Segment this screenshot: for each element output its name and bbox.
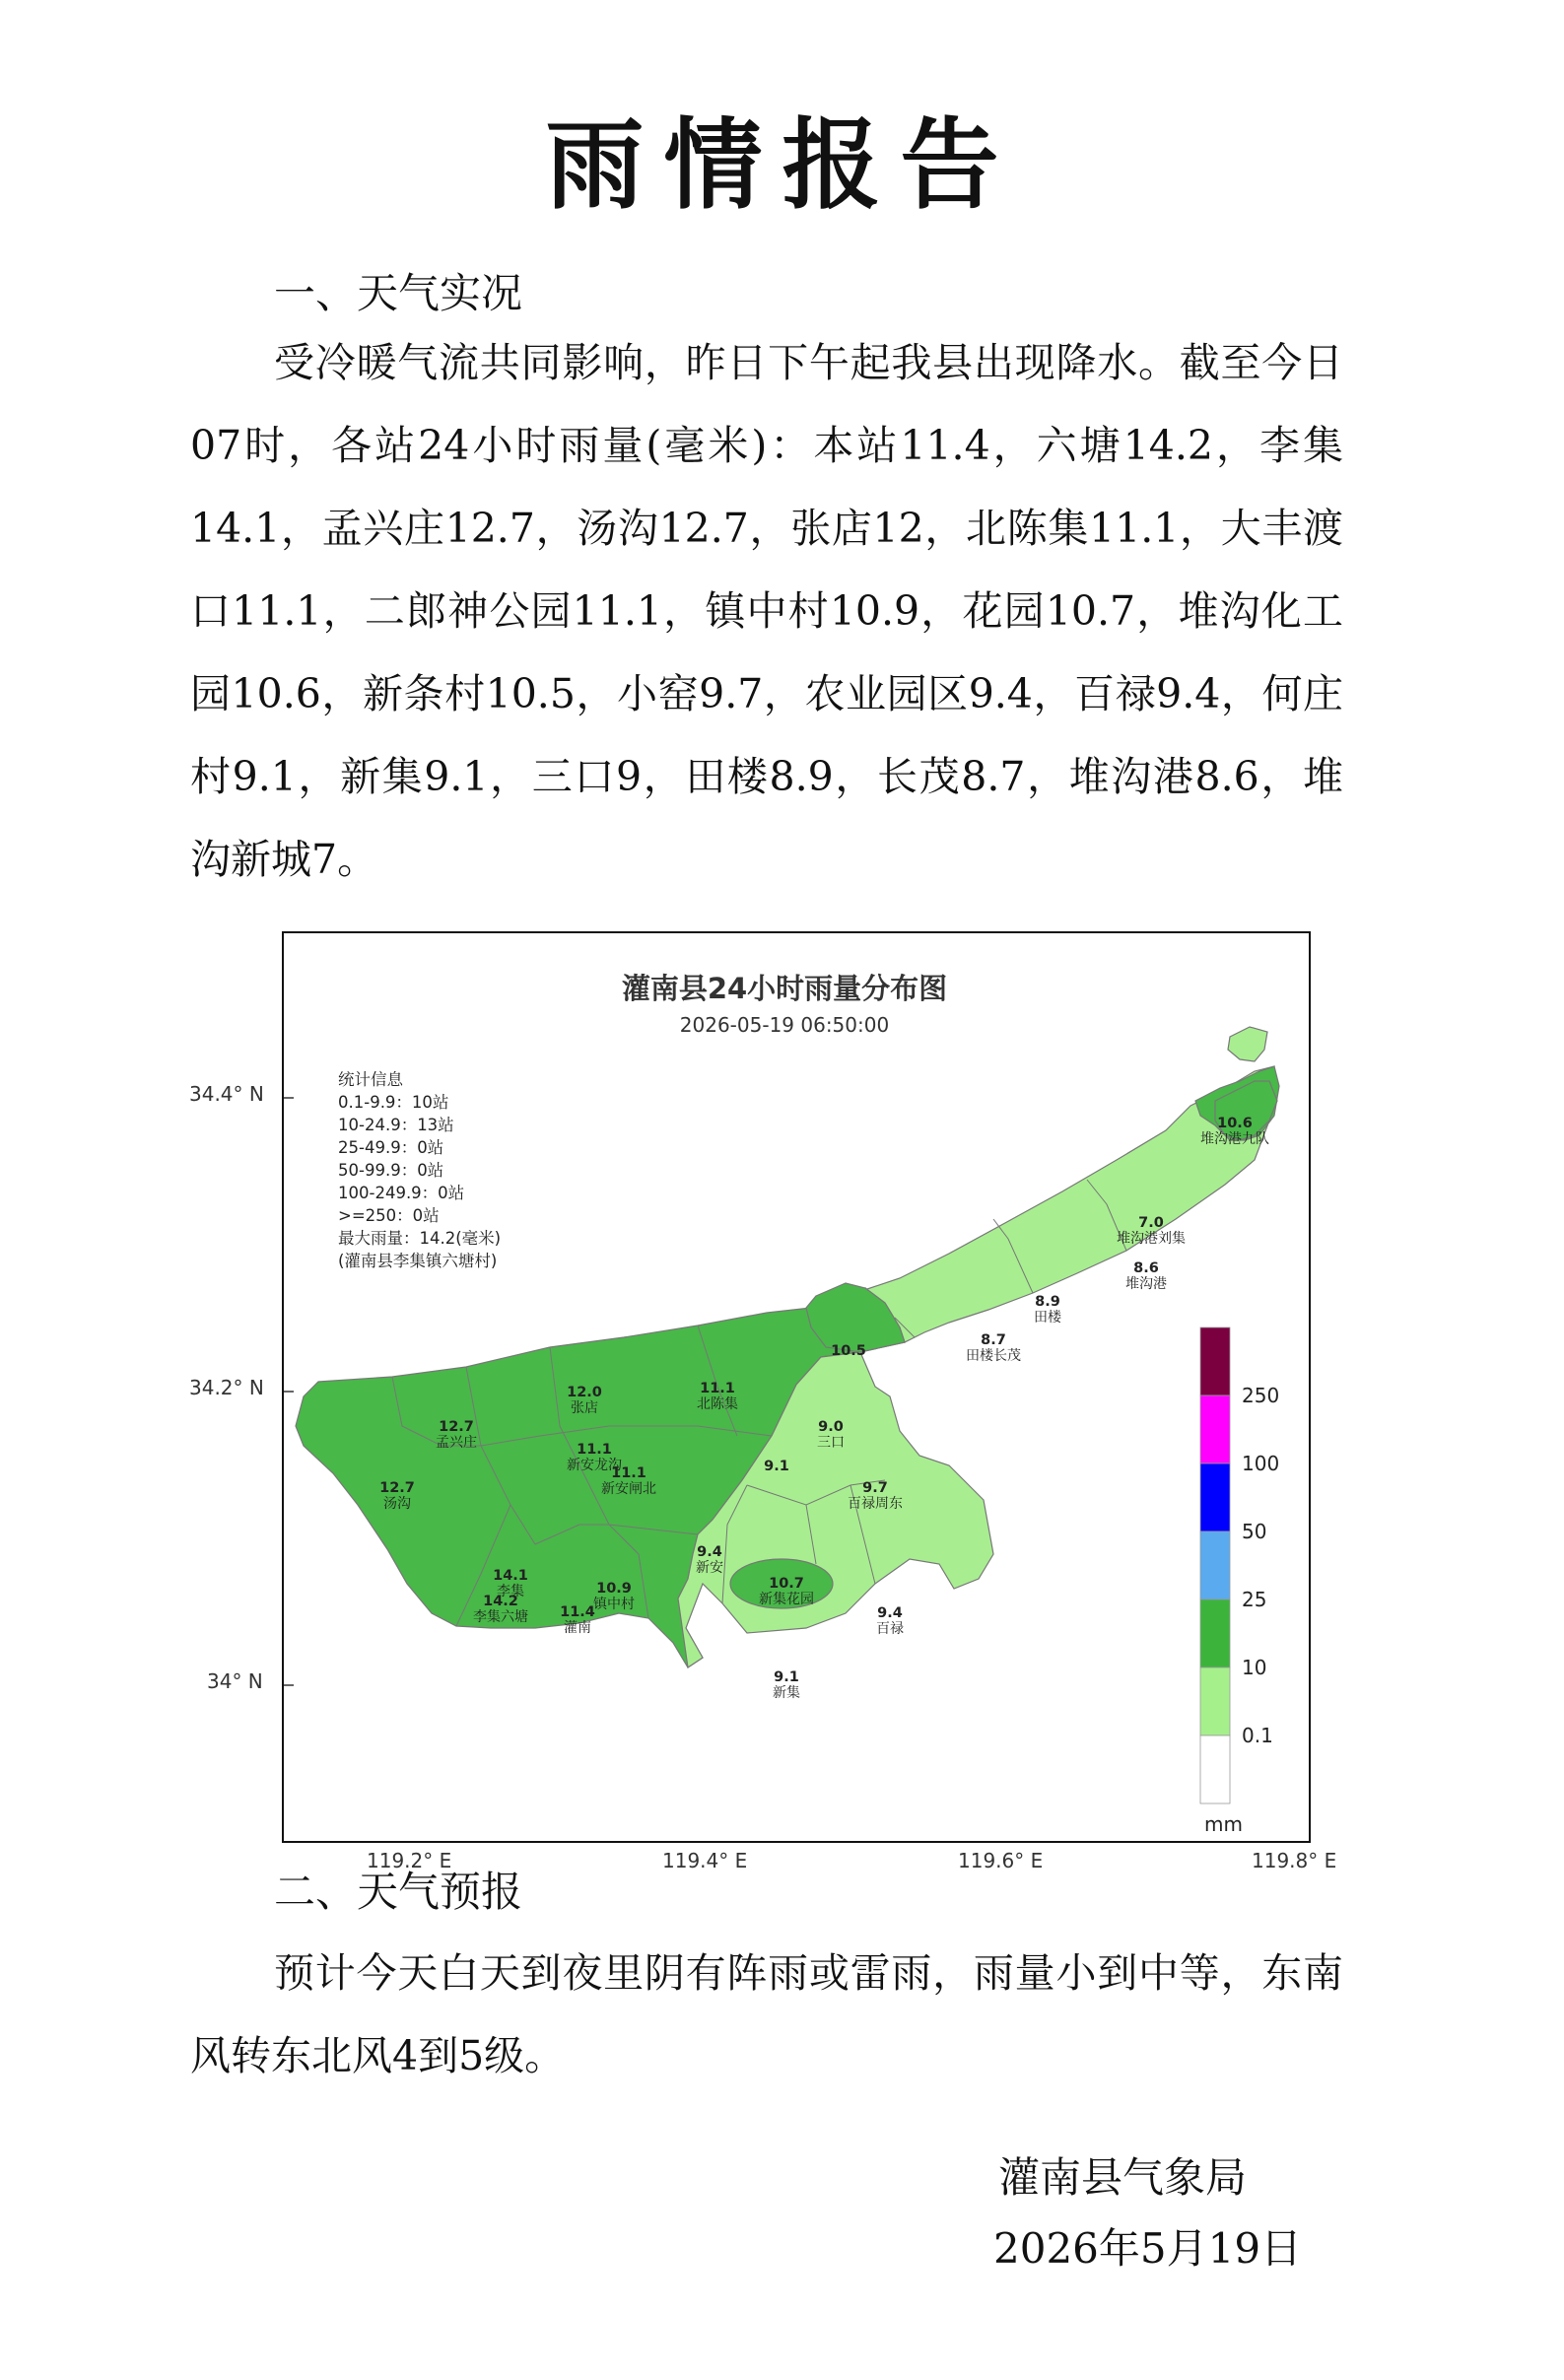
station-name: 百禄周东 — [848, 1496, 903, 1512]
station-value: 14.1 — [493, 1568, 528, 1584]
colorbar-unit: mm — [1204, 1812, 1243, 1836]
station-value: 10.6 — [1217, 1116, 1253, 1131]
colorbar-label: 10 — [1242, 1656, 1267, 1679]
station-name: 三口 — [817, 1435, 845, 1451]
station-value: 8.7 — [981, 1332, 1006, 1348]
station-value: 11.1 — [611, 1465, 646, 1481]
lon-label: 119.8° E — [1252, 1849, 1337, 1872]
colorbar-segment — [1200, 1735, 1230, 1803]
station-value: 14.2 — [483, 1594, 518, 1609]
stats-line: 25-49.9：0站 — [338, 1138, 444, 1157]
station-name: 新安闸北 — [601, 1481, 656, 1497]
section2-heading: 二、天气预报 — [274, 1868, 523, 1916]
colorbar-segment — [1200, 1599, 1230, 1667]
colorbar-legend — [1200, 1327, 1279, 1836]
station-value: 8.9 — [1035, 1294, 1060, 1310]
station-name: 张店 — [571, 1400, 598, 1416]
colorbar-label: 25 — [1242, 1588, 1267, 1611]
station-name: 新安龙沟 — [567, 1458, 622, 1473]
colorbar-label: 100 — [1242, 1452, 1280, 1475]
station-name: 新集 — [773, 1685, 800, 1701]
stats-line: 最大雨量：14.2(毫米) — [338, 1229, 502, 1248]
lat-label: 34.4° N — [189, 1082, 264, 1106]
station-value: 9.1 — [774, 1669, 799, 1685]
statistics-box — [338, 1068, 501, 1272]
rainfall-map — [282, 931, 1311, 1843]
report-title: 雨情报告 — [545, 107, 1019, 223]
section2-text: 预计今天白天到夜里阴有阵雨或雷雨，雨量小到中等，东南风转东北风4到5级。 — [190, 1949, 1343, 2079]
lon-label: 119.6° E — [958, 1849, 1044, 1872]
station-name: 灌南 — [564, 1620, 591, 1636]
station-name: 堆沟港刘集 — [1117, 1231, 1186, 1247]
station-value: 9.1 — [764, 1459, 789, 1474]
stats-line: >=250：0站 — [338, 1206, 440, 1225]
station-name: 百禄 — [876, 1621, 904, 1637]
station-name: 堆沟港 — [1125, 1276, 1167, 1292]
colorbar-segment — [1200, 1395, 1230, 1463]
lat-ticks — [284, 1098, 294, 1685]
station-name: 孟兴庄 — [436, 1435, 477, 1451]
station-name: 堆沟港九队 — [1200, 1131, 1269, 1147]
lat-label: 34.2° N — [189, 1376, 264, 1399]
station-name: 李集 — [497, 1584, 524, 1599]
station-value: 10.9 — [596, 1581, 632, 1597]
signature-date: 2026年5月19日 — [993, 2224, 1303, 2273]
lat-label: 34° N — [207, 1669, 263, 1693]
station-value: 11.1 — [700, 1381, 735, 1396]
section1-heading: 一、天气实况 — [274, 269, 523, 317]
station-value: 10.5 — [831, 1343, 866, 1359]
station-name: 北陈集 — [697, 1396, 738, 1412]
lon-label: 119.4° E — [662, 1849, 748, 1872]
station-name: 田楼长茂 — [966, 1348, 1021, 1364]
stats-line: 0.1-9.9：10站 — [338, 1093, 449, 1112]
station-value: 10.7 — [769, 1576, 804, 1592]
station-value: 12.0 — [567, 1385, 602, 1400]
station-name: 新安 — [696, 1560, 723, 1576]
colorbar-segment — [1200, 1531, 1230, 1599]
station-name: 李集六塘 — [473, 1609, 528, 1625]
stats-line: 10-24.9：13站 — [338, 1116, 454, 1134]
region-northeast-tip — [1228, 1027, 1267, 1061]
colorbar-segment — [1200, 1667, 1230, 1735]
station-name: 汤沟 — [383, 1496, 411, 1512]
stats-line: 50-99.9：0站 — [338, 1161, 444, 1180]
colorbar-label: 0.1 — [1242, 1724, 1273, 1747]
colorbar-segment — [1200, 1463, 1230, 1531]
signature-org: 灌南县气象局 — [998, 2153, 1248, 2202]
colorbar-label: 50 — [1242, 1520, 1267, 1543]
station-value: 9.7 — [862, 1480, 888, 1496]
lon-label: 119.2° E — [367, 1849, 452, 1872]
station-value: 9.4 — [697, 1544, 722, 1560]
station-value: 8.6 — [1133, 1260, 1159, 1276]
colorbar-label: 250 — [1242, 1384, 1280, 1407]
section1-text: 受冷暖气流共同影响，昨日下午起我县出现降水。截至今日07时，各站24小时雨量(毫米)：本站11.4，六塘14.2，李集14.1，孟兴庄12.7，汤沟12.7，张店12，北陈集11.1，大丰渡口11.1，二郎神公园11.1，镇中村10.9，花园10.7，堆沟化工园10.6，新条村10.5，小窑9.7，农业园区9.4，百禄9.4，何庄村9.1，新集9.1，三口9，田楼8.9，长茂8.7，堆沟港8.6，堆沟新城7。 — [190, 339, 1343, 883]
map-title: 灌南县24小时雨量分布图 — [621, 972, 948, 1005]
stats-line: 100-249.9：0站 — [338, 1184, 465, 1202]
map-timestamp: 2026-05-19 06:50:00 — [679, 1013, 890, 1037]
colorbar-segment — [1200, 1327, 1230, 1395]
station-value: 9.4 — [877, 1605, 903, 1621]
station-value: 11.4 — [560, 1604, 595, 1620]
station-name: 镇中村 — [593, 1597, 635, 1612]
stats-line: (灌南县李集镇六塘村) — [338, 1252, 498, 1270]
station-value: 7.0 — [1138, 1215, 1164, 1231]
station-name: 新集花园 — [759, 1592, 814, 1607]
stats-line: 统计信息 — [338, 1070, 403, 1089]
station-value: 9.0 — [818, 1419, 844, 1435]
station-value: 12.7 — [379, 1480, 415, 1496]
station-value: 12.7 — [439, 1419, 474, 1435]
station-name: 田楼 — [1034, 1310, 1061, 1326]
station-value: 11.1 — [577, 1442, 612, 1458]
